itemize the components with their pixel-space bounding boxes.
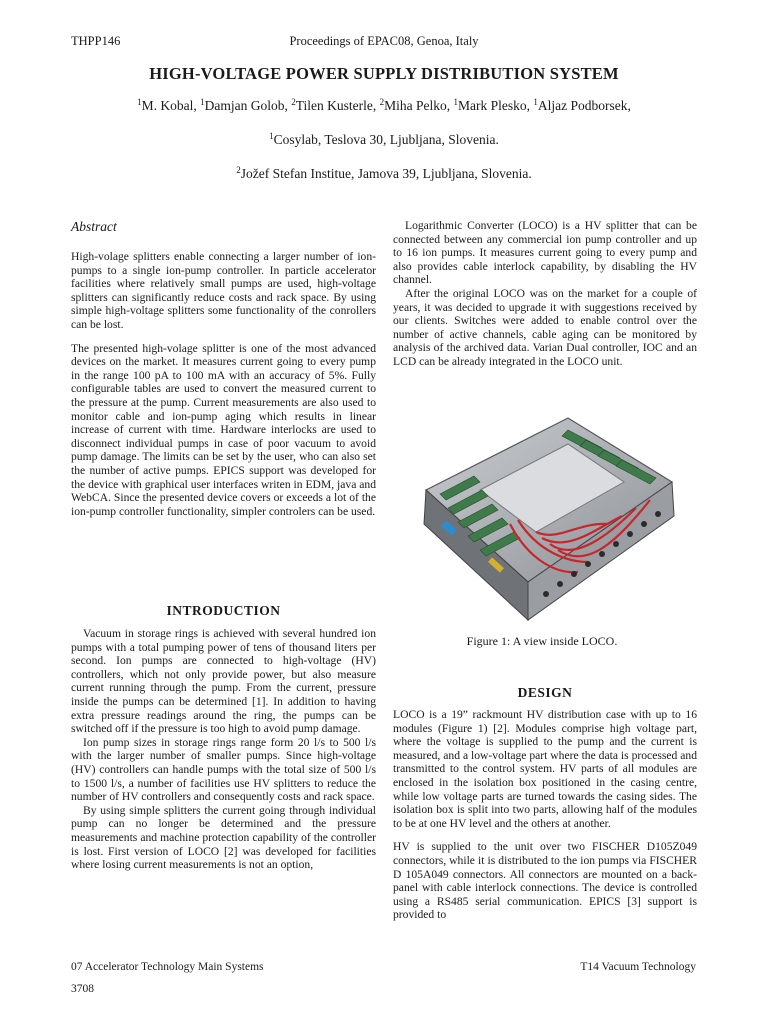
author: $^1$Mark Plesko, [453,97,534,113]
footer-right: T14 Vacuum Technology [580,961,696,973]
paper-title: HIGH-VOLTAGE POWER SUPPLY DISTRIBUTION SYSTEM [149,64,619,83]
introduction-body [71,627,376,872]
author: $^1$M. Kobal, [137,97,201,113]
introduction-paragraph: By using simple splitters the current going through individual pump can no longer be determined and the pressure measurements and machine protection capability of the controller is lost. First version of LOCO [2] was developed for facilities where losing current measurements is not an option, [71,803,376,872]
abstract-paragraph: The presented high-volage splitter is one of the most advanced devices on the market. It measures current going to every pump in the range 100 pA to 100 mA with an accuracy of 5%. Fully configurable tables are used to convert the measured current to the pressure at the pump. Current measurements are also used to monitor cable and ion-pump aging which results in linear increase of current with time. Hardware interlocks are used to disconnect individual pumps in case of poor vacuum to avoid pump damage. The limits can be set by the user, who can also set the number of active pumps. EPICS support was developed for the device with graphical user interfaces writen in EDM, java and WebCA. Since the presented device covers or exceeds a lot of the ion-pump controller functionality, simpler controlers can be used. [71,341,376,518]
author-list [0,98,768,114]
abstract-heading: Abstract [71,219,117,234]
introduction-paragraph: Vacuum in storage rings is achieved with several hundred ion pumps with a total pumping power of tens of thousand liters per second. Ion pumps are connected to high-voltage (HV) controllers, which not only provide power, but also measure current running through the pump. From the current, pressure inside the pumps can be determined [1]. In addition to having extra pressure readings around the ring, the pumps can be switched off if the pressure is too high to avoid pump damage. [71,627,376,736]
loco-paragraph: Logarithmic Converter (LOCO) is a HV splitter that can be connected between any commercial ion pump controller and up to 16 ion pumps. It measures current going to every pump and also provides cable interlock capability, by disabling the HV channel. [393,219,697,287]
affiliation-1: $^1$Cosylab, Teslova 30, Ljubljana, Slovenia. [269,131,499,147]
figure-caption: Figure 1: A view inside LOCO. [466,634,618,648]
page-number: 3708 [71,983,94,995]
abstract-body [71,250,376,518]
loco-device-photo [418,412,676,626]
author: $^2$Miha Pelko, [379,97,454,113]
footer-left: 07 Accelerator Technology Main Systems [71,961,264,973]
design-paragraph: HV is supplied to the unit over two FISCHER D105Z049 connectors, while it is distributed to the ion pumps via FISCHER D 105A049 connectors. All connectors are mounted on a back-panel with cable interlock connections. The device is controlled using a RS485 serial communication. EPICS [3] support is provided to [393,840,697,922]
design-heading: DESIGN [517,685,573,700]
loco-paragraph: After the original LOCO was on the market for a couple of years, it was decided to upgrade it with suggestions received by our clients. Switches were added to enable control over the number of active channels, cable aging can be monitored by analysis of the archived data. Varian Dual controller, IOC and an LCD can be already integrated in the LOCO unit. [393,286,697,368]
abstract-paragraph: High-volage splitters enable connecting a larger number of ion-pumps to a single ion-pump controller. In particle accelerator facilities where relatively small pumps are used, high-voltage splitters can significantly reduce costs and rack space. By using simple high-voltage splitters some functionality of the conrollers can be lost. [71,250,376,331]
introduction-heading: INTRODUCTION [166,603,281,618]
author: $^1$Aljaz Podborsek, [533,97,631,113]
design-body [393,708,697,922]
design-paragraph: LOCO is a 19” rackmount HV distribution case with up to 16 modules (Figure 1) [2]. Modules comprise high voltage part, where the voltage is supplied to the pump and the current is measured, and a low-voltage part where the data is processed and transmitted to the control system. HV parts of all modules are enclosed in the isolation box positioned in the casing centre, while low voltage parts are turned towards the casing sides. The isolation box is split into two parts, allowing half of the modules to be at one HV level and the others at another. [393,708,697,830]
right-column-intro [393,219,697,369]
author: $^1$Damjan Golob, [200,97,292,113]
proceedings-header: Proceedings of EPAC08, Genoa, Italy [289,34,479,48]
author: $^2$Tilen Kusterle, [291,97,380,113]
affiliation-2: $^2$Jožef Stefan Institue, Jamova 39, Ljubljana, Slovenia. [236,165,532,181]
introduction-paragraph: Ion pump sizes in storage rings range form 20 l/s to 500 l/s with the larger number of smaller pumps. Since high-voltage (HV) controllers can handle pumps with the total size of 500 l/s to 1500 l/s, a number of facilities use HV splitters to reduce the number of HV controllers and consequently costs and rack space. [71,735,376,804]
paper-id: THPP146 [71,34,121,48]
